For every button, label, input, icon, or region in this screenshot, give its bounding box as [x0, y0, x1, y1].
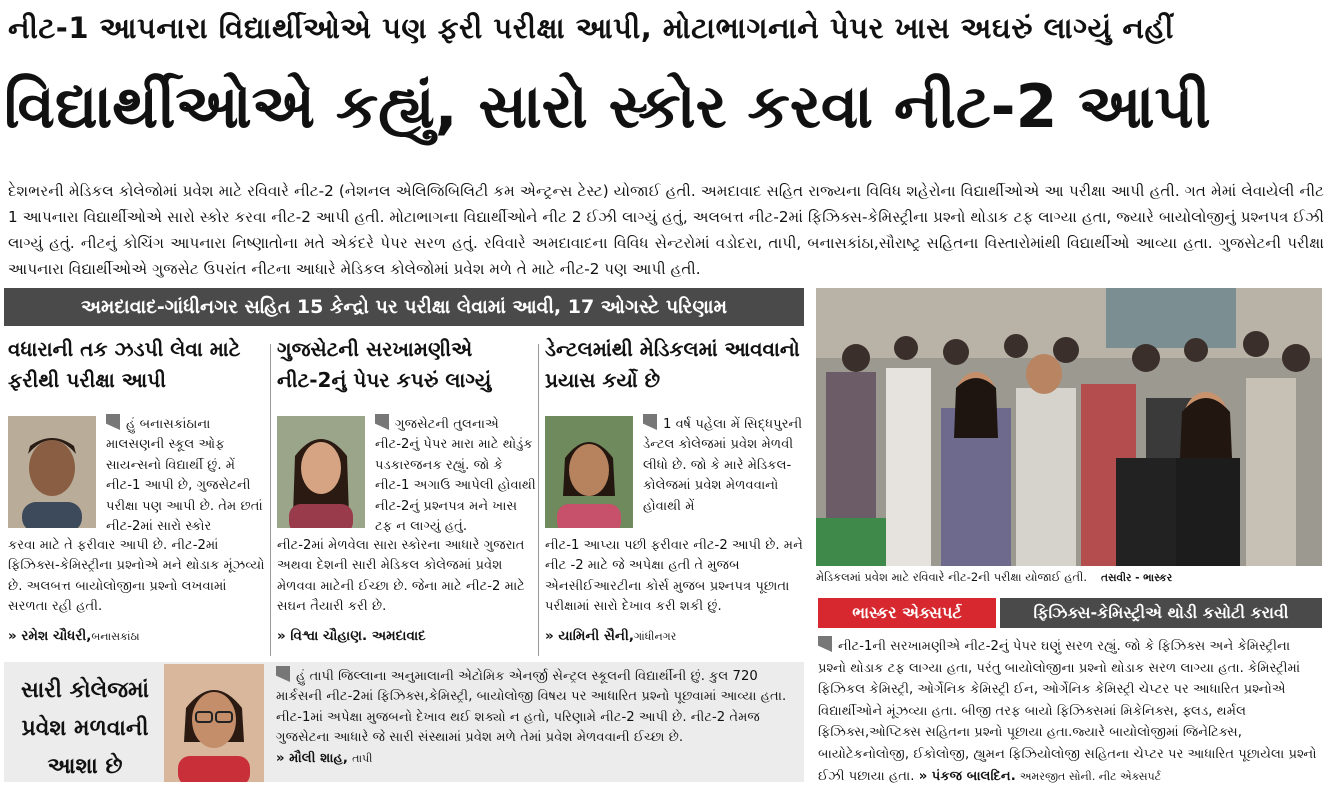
expert-tag: ભાસ્કર એક્સપર્ટ — [818, 598, 996, 628]
column-heading: ડેન્ટલમાંથી મેડિકલમાં આવવાનો પ્રયાસ કર્યો છે — [545, 337, 800, 392]
byline — [8, 628, 270, 644]
quote-mark-icon — [276, 666, 290, 682]
expert-name: » પંકજ બાલદિન. — [918, 768, 1016, 784]
expert-title: ફિઝિક્સ-કેમિસ્ટ્રીએ થોડી કસોટી કરાવી — [1000, 598, 1322, 628]
section-bar: અમદાવાદ-ગાંધીનગર સહિત 15 કેન્દ્રો પર પરીક્ષા લેવામાં આવી, 17 ઓગસ્ટે પરિણામ — [4, 288, 804, 326]
intro-paragraph: દેશભરની મેડિકલ કોલેજોમાં પ્રવેશ માટે રવિવારે નીટ-2 (નેશનલ એલિજિબિલિટી કમ એન્ટ્રન્સ ટેસ્ટ) યોજાઈ હતી. અમદાવાદ સહિત રાજ્યના વિવિધ શહેરોના વિદ્યાર્થીઓએ આ પરીક્ષા આપી હતી. ગત મેમાં લેવાયેલી નીટ 1 આપનારા વિદ્યાર્થીઓએ સારો સ્કોર કરવા નીટ-2 આપી હતી. મોટાભાગના વિદ્યાર્થીઓને નીટ 2 ઈઝી લાગ્યું હતું, અલબત્ત નીટ-2માં ફિઝિક્સ-કેમિસ્ટ્રીના પ્રશ્નો થોડાક ટફ લાગ્યા હતા, જ્યારે બાયોલોજીનું પ્રશ્નપત્ર ઈઝી લાગ્યું હતું. નીટનું કોચિંગ આપનારા નિષ્ણાતોના મતે એકંદરે પેપર સરળ હતું. રવિવારે અમદાવાદના વિવિધ સેન્ટરોમાં વડોદરા, તાપી, બનાસકાંઠા,સૌરાષ્ટ્ર સહિતના વિસ્તારોમાંથી વિદ્યાર્થીઓ આવ્યા હતા. ગુજસેટની પરીક્ષા આપનારા વિદ્યાર્થીઓએ ગુજસેટ ઉપરાંત નીટના આધારે મેડિકલ કોલેજોમાં પ્રવેશ મળે તે માટે નીટ-2 પણ આપી હતી. — [8, 182, 1324, 278]
quote-text: હું તાપી જિલ્લાના અનુમાલાની એટોમિક એનર્જી સેન્ટ્રલ સ્કૂલની વિદ્યાર્થીની છું. કુલ 720 માર્કસની નીટ-2માં ફિઝિક્સ,કેમિસ્ટ્રી, બાયોલોજી વિષય પર આધારિત પ્રશ્નો પૂછવામાં આવ્યા હતા. નીટ-1માં અપેક્ષા મુજબનો દેખાવ થઈ શક્યો ન હતો, પરિણામે નીટ-2 આપી છે. નીટ-2 તેમજ ગુજસેટના આધારે જે સારી સંસ્થામાં પ્રવેશ મળે તેમાં પ્રવેશ મેળવવાની ઈચ્છા છે. — [276, 669, 787, 746]
quote-text: 1 વર્ષ પહેલા મેં સિદ્ધપુરની ડેન્ટલ કોલેજમાં પ્રવેશ મેળવી લીધો છે. જો કે મારે મેડિકલ-કોલેજમાં પ્રવેશ મેળવવાનો હોવાથી મેં — [643, 417, 803, 514]
photo-credit: તસવીર - ભાસ્કર — [1101, 572, 1173, 584]
news-photo — [816, 288, 1322, 566]
quote-continuation: નીટ-1 આપ્યા પછી ફરીવાર નીટ-2 આપી છે. મને નીટ -2 માટે જે અપેક્ષા હતી તે મુજબ એનસીઈઆરટીના કોર્સ મુજબ પ્રશ્નપત્ર પૂછાતા પરીક્ષામાં સારો દેખાવ કરી શકી છું. — [545, 538, 803, 615]
byline-name: » વિશ્વા ચૌહાણ. અમદાવાદ — [277, 628, 426, 644]
student-portrait — [545, 416, 633, 528]
quote-block — [106, 414, 268, 537]
column-heading: ગુજસેટની સરખામણીએ નીટ-2નું પેપર કપરું લાગ્યું — [277, 337, 492, 392]
byline-name: » રમેશ ચૌધરી, — [8, 628, 92, 644]
expert-role: અમરજીત સોની. નીટ એક્સપર્ટ — [1019, 769, 1162, 783]
expert-quote — [818, 636, 1322, 787]
byline — [277, 628, 539, 644]
student-column-1 — [8, 334, 270, 656]
byline — [545, 628, 807, 644]
column-divider — [538, 344, 539, 656]
quote-block — [643, 414, 805, 517]
caption-text: મેડિકલમાં પ્રવેશ માટે રવિવારે નીટ-2ની પરીક્ષા યોજાઈ હતી. — [816, 570, 1087, 584]
column-divider — [270, 344, 271, 656]
quote-text: ગુજસેટની તુલનાએ નીટ-2નું પેપર મારા માટે થોડુંક પડકારજનક રહ્યું. જો કે નીટ-1 અગાઉ આપેલી હોવાથી નીટ-2નું પ્રશ્નપત્ર મને ખાસ ટફ ન લાગ્યું હતું. — [375, 417, 536, 535]
student-column-3 — [545, 334, 807, 656]
byline-name: » યામિની સૈની, — [545, 628, 634, 644]
quote-text: હું બનાસકાંઠાના માલસણની સ્કૂલ ઓફ સાયન્સનો વિદ્યાર્થી છું. મેં નીટ-1 આપી છે, ગુજસેટની પરીક્ષા પણ આપી છે. તેમ છતાં નીટ-2માં સારો સ્કોર — [106, 417, 263, 535]
byline-name: » મૌલી શાહ, — [276, 750, 348, 766]
main-headline: વિદ્યાર્થીઓએ કહ્યું, સારો સ્કોર કરવા નીટ-2 આપી — [4, 72, 1211, 142]
byline-place: ગાંધીનગર — [633, 630, 677, 643]
byline-place: બનાસકાંઠા — [91, 630, 140, 643]
quote-block — [375, 414, 537, 537]
kicker-headline: નીટ-1 આપનારા વિદ્યાર્થીઓએ પણ ફરી પરીક્ષા આપી, મોટાભાગનાને પેપર ખાસ અઘરું લાગ્યું નહીં — [8, 11, 1174, 45]
bottom-heading: સારી કોલેજમાં પ્રવેશ મળવાની આશા છે — [21, 678, 149, 779]
quote-mark-icon — [643, 414, 657, 430]
quote-continuation: નીટ-2માં મેળવેલા સારા સ્કોરના આધારે ગુજરાત અથવા દેશની સારી મેડિકલ કોલેજમાં પ્રવેશ મેળવવા માટેની ઈચ્છા છે. જેના માટે નીટ-2 માટે સઘન તૈયારી કરી છે. — [277, 538, 525, 615]
column-heading: વધારાની તક ઝડપી લેવા માટે ફરીથી પરીક્ષા આપી — [8, 337, 241, 392]
student-portrait — [164, 664, 264, 782]
quote-continuation: કરવા માટે તે ફરીવાર આપી છે. નીટ-2માં ફિઝિક્સ-કેમિસ્ટ્રીના પ્રશ્નોએ મને થોડાક મૂંઝવ્યો છે. અલબત્ત બાયોલોજીના પ્રશ્નો લખવામાં સરળતા રહી હતી. — [8, 538, 265, 615]
quote-text: નીટ-1ની સરખામણીએ નીટ-2નું પેપર ઘણું સરળ રહ્યું. જો કે ફિઝિક્સ અને કેમિસ્ટ્રીના પ્રશ્નો થોડાક ટફ લાગ્યા હતા, પરંતુ બાયોલોજીના પ્રશ્નો થોડાક સરળ લાગ્યા હતા. કેમિસ્ટ્રીમાં ફિઝિકલ કેમિસ્ટ્રી, ઓર્ગેનિક કેમિસ્ટ્રી ઈન, ઓર્ગેનિક કેમિસ્ટ્રી ચેપ્ટર પર આધારિત પ્રશ્નોએ વિદ્યાર્થીઓને મૂંઝવ્યા હતા. બીજી તરફ બાયો ફિઝિક્સમાં મિકેનિક્સ, ફ્લડ, થર્મલ ફિઝિક્સ,ઓપ્ટિક્સ સહિતના પ્રશ્નો પૂછાયા હતા.જ્યારે બાયોલોજીમાં જિનેટિક્સ, બાયોટેકનોલોજી, ઈકોલોજી, હ્યુમન ફિઝિયોલોજી સહિતના ચેપ્ટર પર આધારિત પૂછાયેલા પ્રશ્નો ઈઝી પછાયા હતા. — [818, 639, 1317, 784]
bottom-quote — [276, 666, 796, 769]
student-column-2 — [277, 334, 539, 656]
quote-mark-icon — [375, 414, 389, 430]
quote-mark-icon — [818, 636, 832, 652]
student-portrait — [277, 416, 365, 528]
byline-place: તાપી — [352, 751, 373, 765]
student-portrait — [8, 416, 96, 528]
photo-caption — [816, 570, 1322, 585]
quote-mark-icon — [106, 414, 120, 430]
